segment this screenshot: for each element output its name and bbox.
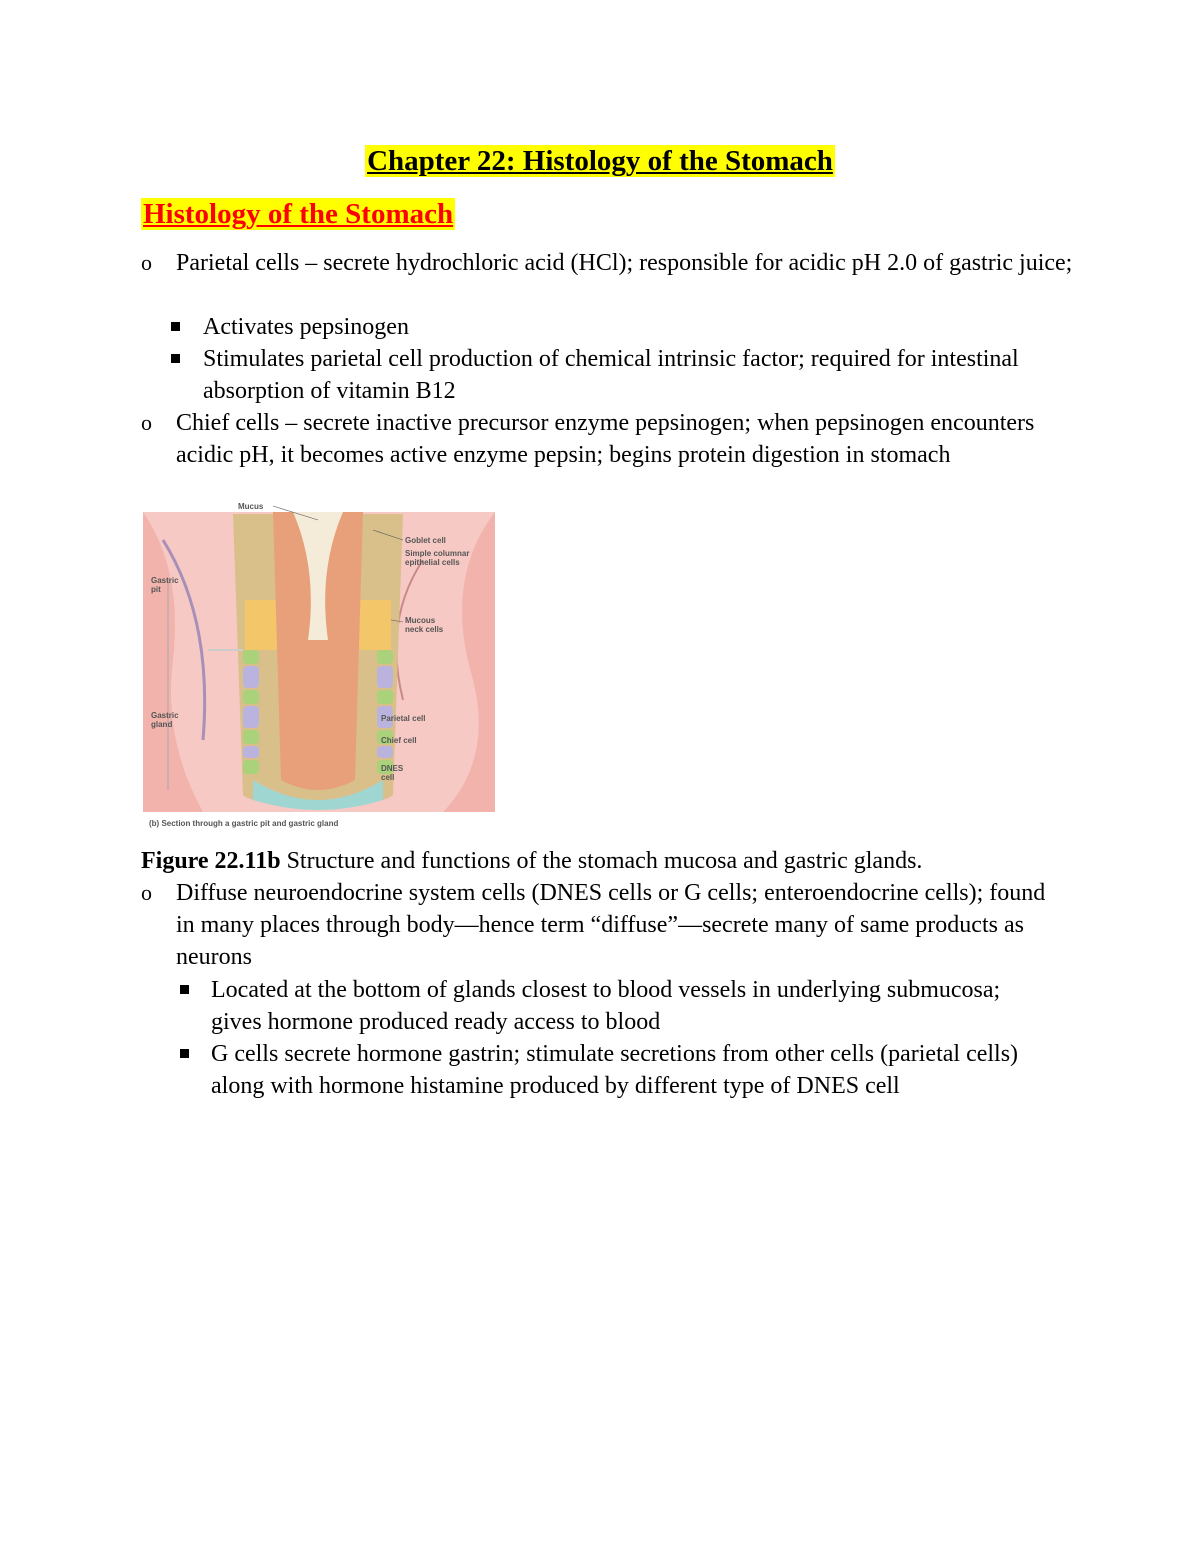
figure-caption-text: Structure and functions of the stomach mucosa and gastric glands. xyxy=(280,848,923,874)
figure-caption xyxy=(141,845,1091,877)
label-gastric-pit: Gastric xyxy=(151,576,179,585)
label-neck-cells: neck cells xyxy=(405,625,444,634)
bullet-dnes-sub2: G cells secrete hormone gastrin; stimulate secretions from other cells (parietal cells) along with hormone histamine produced by different type of DNES cell xyxy=(211,1041,1019,1099)
list-marker-o: o xyxy=(141,250,152,275)
figure-caption-label: Figure 22.11b xyxy=(141,848,281,874)
list-marker-o: o xyxy=(141,880,152,905)
label-simple-columnar: Simple columnar xyxy=(405,549,470,558)
bullet-parietal-sub2: Stimulates parietal cell production of chemical intrinsic factor; required for intestinal absorption of vitamin B12 xyxy=(203,346,1019,404)
figure-section-caption: (b) Section through a gastric pit and gastric gland xyxy=(149,819,339,828)
label-dnes: DNES xyxy=(381,764,404,773)
label-parietal-cell: Parietal cell xyxy=(381,714,426,723)
label-goblet-cell: Goblet cell xyxy=(405,536,446,545)
square-bullet-icon xyxy=(180,1049,189,1058)
label-epithelial-cells: epithelial cells xyxy=(405,558,460,567)
page-title xyxy=(0,143,1200,179)
square-bullet-icon xyxy=(171,354,180,363)
gastric-gland-illustration xyxy=(143,500,495,830)
bullet-dnes: Diffuse neuroendocrine system cells (DNES cells or G cells; enteroendocrine cells); found in many places through body—hence term “diffuse”—secrete many of same products as neurons xyxy=(176,880,1046,970)
label-mucous-neck: Mucous xyxy=(405,616,436,625)
bullet-chief: Chief cells – secrete inactive precursor enzyme pepsinogen; when pepsinogen encounters acidic pH, it becomes active enzyme pepsin; begins protein digestion in stomach xyxy=(176,410,1035,468)
section-heading xyxy=(141,196,455,232)
square-bullet-icon xyxy=(180,985,189,994)
bullet-parietal-sub1: Activates pepsinogen xyxy=(203,314,409,340)
page-title-text: Chapter 22: Histology of the Stomach xyxy=(367,145,833,177)
list-marker-o: o xyxy=(141,410,152,435)
bullet-dnes-sub1: Located at the bottom of glands closest to blood vessels in underlying submucosa; gives hormone produced ready access to blood xyxy=(211,977,1001,1035)
square-bullet-icon xyxy=(171,322,180,331)
label-gastric-gland: Gastric xyxy=(151,711,179,720)
section-heading-text: Histology of the Stomach xyxy=(143,198,454,230)
bullet-parietal: Parietal cells – secrete hydrochloric acid (HCl); responsible for acidic pH 2.0 of gastric juice; xyxy=(176,250,1073,276)
label-pit: pit xyxy=(151,585,161,594)
label-chief-cell: Chief cell xyxy=(381,736,417,745)
label-mucus: Mucus xyxy=(238,502,264,511)
label-dnes-cell: cell xyxy=(381,773,395,782)
label-gland: gland xyxy=(151,720,173,729)
